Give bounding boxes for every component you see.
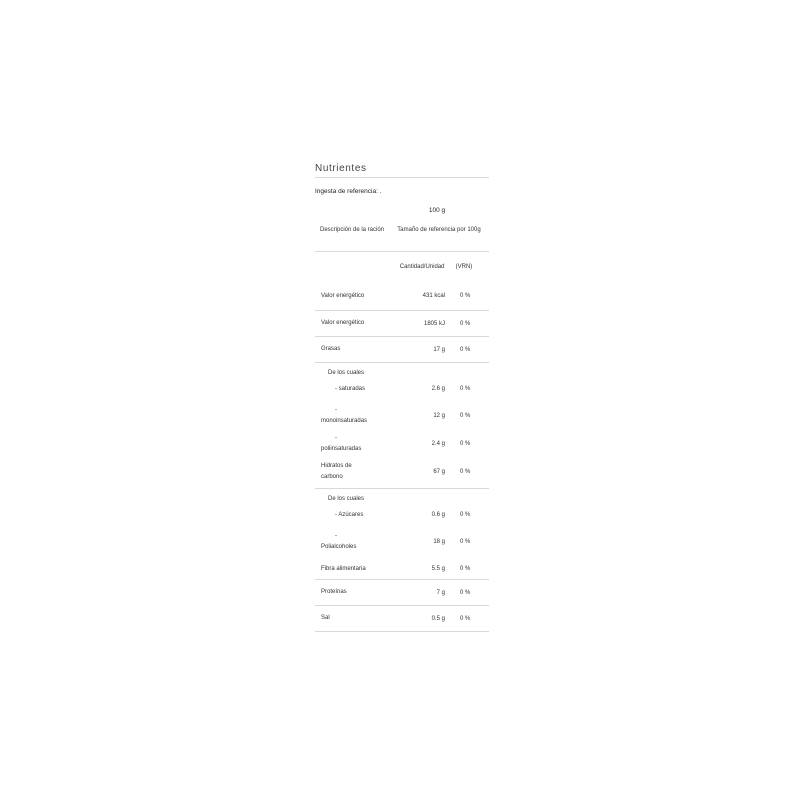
nutrient-value: 0.6 g bbox=[431, 512, 445, 518]
nutrient-vrn: 0 % bbox=[460, 615, 471, 622]
table-row bbox=[315, 363, 489, 379]
vrn-label: (VRN) bbox=[455, 264, 473, 270]
table-row bbox=[315, 505, 489, 525]
nutrient-value: 12 g bbox=[433, 413, 445, 419]
nutrient-label-line2: monoinsaturadas bbox=[321, 418, 368, 424]
nutrient-vrn: 0 % bbox=[460, 293, 471, 299]
table-row bbox=[315, 489, 489, 505]
nutrient-vrn: 0 % bbox=[460, 441, 471, 447]
nutrient-vrn: 0 % bbox=[460, 589, 471, 596]
header-reference-size: Tamaño de referencia por 100g bbox=[397, 227, 481, 233]
nutrient-label-line1: - bbox=[335, 435, 337, 441]
table-row bbox=[315, 455, 489, 489]
unit-label: Cantidad/Unidad bbox=[399, 264, 445, 270]
nutrient-label-line1: - bbox=[335, 407, 337, 413]
nutrient-label bbox=[315, 433, 393, 455]
nutrient-value: 431 kcal bbox=[422, 293, 445, 299]
table-row bbox=[315, 379, 489, 399]
serving-size: 100 g bbox=[428, 207, 446, 214]
nutrient-vrn: 0 % bbox=[460, 539, 471, 545]
nutrient-label bbox=[315, 531, 393, 553]
nutrient-label-line2: Polialcoholes bbox=[321, 544, 357, 550]
nutrient-vrn: 0 % bbox=[460, 512, 471, 518]
nutrient-label: Valor energético bbox=[321, 320, 365, 326]
nutrient-label: Grasas bbox=[321, 346, 341, 352]
units-row bbox=[315, 252, 489, 282]
nutrient-label-line2: carbono bbox=[321, 473, 343, 480]
table-row bbox=[315, 282, 489, 311]
nutrition-panel bbox=[315, 163, 489, 632]
table-row bbox=[315, 337, 489, 363]
panel-title: Nutrientes bbox=[315, 163, 489, 178]
table-row bbox=[315, 311, 489, 337]
nutrient-value: 18 g bbox=[433, 539, 445, 545]
nutrient-value: 1805 kJ bbox=[423, 320, 445, 327]
nutrient-label: Valor energético bbox=[321, 292, 365, 299]
nutrient-label: Sal bbox=[321, 615, 330, 621]
table-row bbox=[315, 606, 489, 632]
nutrient-label bbox=[315, 405, 393, 427]
nutrient-label: Proteínas bbox=[321, 589, 347, 595]
nutrient-label: - Azúcares bbox=[335, 511, 364, 518]
nutrient-vrn: 0 % bbox=[460, 468, 471, 475]
table-row bbox=[315, 399, 489, 433]
nutrient-value: 7 g bbox=[436, 589, 445, 596]
nutrient-label: - saturadas bbox=[335, 385, 366, 392]
nutrient-vrn: 0 % bbox=[460, 386, 471, 392]
nutrient-value: 17 g bbox=[433, 346, 445, 353]
table-row bbox=[315, 433, 489, 455]
nutrient-vrn: 0 % bbox=[460, 566, 471, 572]
table-row bbox=[315, 525, 489, 559]
nutrient-label-line1: - bbox=[335, 533, 337, 539]
nutrient-label: Fibra alimentaria bbox=[321, 565, 366, 572]
nutrient-vrn: 0 % bbox=[460, 320, 471, 327]
nutrient-label-line2: poliinsaturadas bbox=[321, 446, 362, 452]
nutrient-value: 2.4 g bbox=[431, 441, 445, 447]
table-row bbox=[315, 559, 489, 580]
nutrient-label bbox=[315, 461, 393, 483]
table-row bbox=[315, 580, 489, 606]
nutrient-label: De los cuales bbox=[328, 370, 365, 376]
nutrient-vrn: 0 % bbox=[460, 413, 471, 419]
table-header bbox=[315, 224, 489, 252]
nutrient-vrn: 0 % bbox=[460, 346, 471, 353]
reference-intake-label: Ingesta de referencia: . bbox=[315, 188, 382, 195]
nutrient-value: 67 g bbox=[433, 468, 445, 475]
nutrient-value: 2.6 g bbox=[431, 386, 445, 392]
nutrient-label: De los cuales bbox=[328, 496, 365, 502]
nutrient-value: 5.5 g bbox=[431, 566, 445, 572]
header-description: Descripción de la ración bbox=[319, 227, 385, 233]
nutrient-label-line1: Hidratos de bbox=[321, 462, 352, 469]
nutrient-value: 0.5 g bbox=[431, 615, 445, 622]
